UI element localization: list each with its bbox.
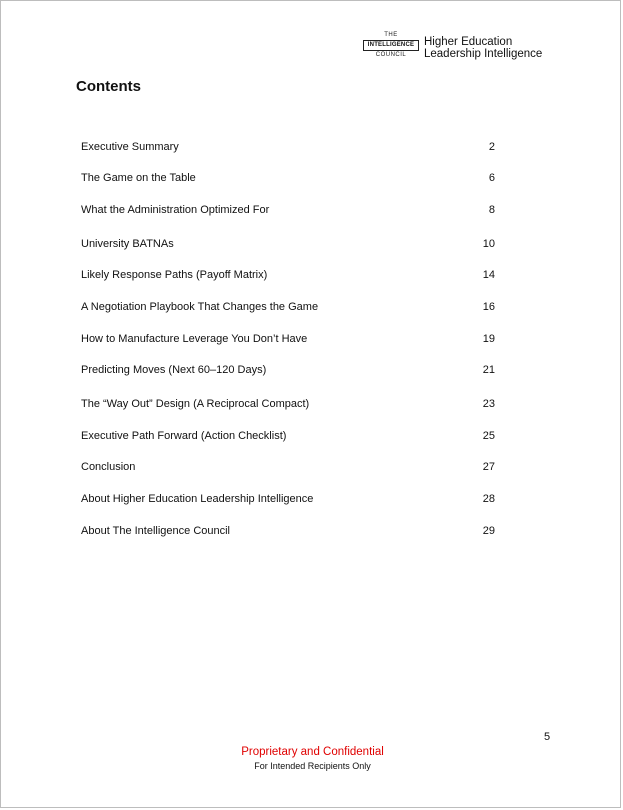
toc-entry-label: Likely Response Paths (Payoff Matrix) bbox=[81, 269, 268, 281]
toc-entry-label: The Game on the Table bbox=[81, 172, 196, 184]
page-title: Contents bbox=[76, 78, 141, 95]
toc-entry[interactable] bbox=[81, 267, 495, 283]
toc-entry-label: Conclusion bbox=[81, 461, 136, 473]
toc-entry[interactable] bbox=[81, 331, 495, 347]
organization-name-line2: Leadership Intelligence bbox=[424, 48, 543, 60]
toc-entry[interactable] bbox=[81, 236, 495, 252]
page-number: 5 bbox=[544, 731, 551, 743]
toc-entry-page: 29 bbox=[482, 525, 495, 537]
toc-entry[interactable] bbox=[81, 396, 495, 412]
toc-entry-page: 19 bbox=[482, 333, 495, 345]
toc-entry-label: About The Intelligence Council bbox=[81, 525, 231, 537]
toc-entry[interactable] bbox=[81, 170, 495, 186]
toc-entry-page: 27 bbox=[482, 461, 495, 473]
toc-entry-page: 16 bbox=[482, 301, 495, 313]
toc-entry[interactable] bbox=[81, 459, 495, 475]
toc-entry-page: 2 bbox=[488, 141, 495, 153]
logo-the-text: THE bbox=[384, 32, 398, 38]
toc-entry-page: 6 bbox=[488, 172, 495, 184]
toc-entry-label: How to Manufacture Leverage You Don’t Have bbox=[81, 333, 308, 345]
toc-entry[interactable] bbox=[81, 202, 495, 218]
confidential-notice: Proprietary and Confidential bbox=[241, 746, 384, 758]
organization-name bbox=[424, 36, 542, 60]
logo-intelligence-box: INTELLIGENCE bbox=[363, 40, 419, 51]
toc-entry-label: Executive Path Forward (Action Checklist) bbox=[81, 430, 287, 442]
toc-entry-page: 23 bbox=[482, 398, 495, 410]
toc-entry-label: University BATNAs bbox=[81, 238, 174, 250]
recipients-notice: For Intended Recipients Only bbox=[254, 761, 371, 771]
toc-entry-page: 10 bbox=[482, 238, 495, 250]
toc-entry-label: A Negotiation Playbook That Changes the Game bbox=[81, 301, 319, 313]
toc-entry-label: Predicting Moves (Next 60–120 Days) bbox=[81, 364, 267, 376]
toc-entry-label: About Higher Education Leadership Intelligence bbox=[81, 493, 314, 505]
toc-entry-page: 8 bbox=[488, 204, 495, 216]
toc-entry[interactable] bbox=[81, 428, 495, 444]
header-logo bbox=[363, 32, 563, 66]
toc-entry[interactable] bbox=[81, 362, 495, 378]
logo-council-text: COUNCIL bbox=[375, 52, 407, 58]
toc-entry-page: 21 bbox=[482, 364, 495, 376]
toc-entry-label: The “Way Out” Design (A Reciprocal Compact) bbox=[81, 398, 310, 410]
toc-entry[interactable] bbox=[81, 139, 495, 155]
toc-entry-label: Executive Summary bbox=[81, 141, 179, 153]
toc-entry-page: 28 bbox=[482, 493, 495, 505]
toc-entry-page: 14 bbox=[482, 269, 495, 281]
toc-entry-page: 25 bbox=[482, 430, 495, 442]
toc-entry[interactable] bbox=[81, 523, 495, 539]
toc-entry[interactable] bbox=[81, 299, 495, 315]
intelligence-council-logo bbox=[363, 32, 419, 66]
organization-name-line1: Higher Education bbox=[424, 36, 513, 48]
toc-entry[interactable] bbox=[81, 491, 495, 507]
toc-entry-label: What the Administration Optimized For bbox=[81, 204, 270, 216]
